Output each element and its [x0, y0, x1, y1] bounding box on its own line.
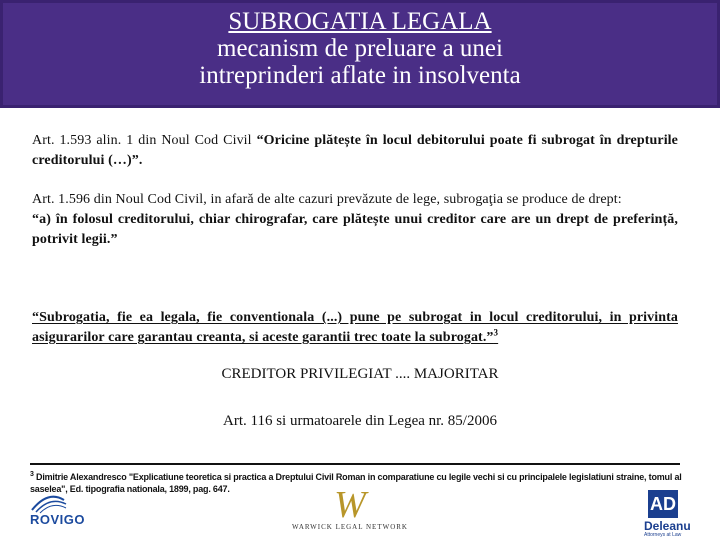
slide-subtitle-line2: intreprinderi aflate in insolventa: [199, 62, 521, 89]
paragraph2-quote: “a) în folosul creditorului, chiar chirografar, care plătește unui creditor care are un drept de preferință, potrivit legii.”: [32, 212, 678, 247]
footnote-ref: 3: [493, 327, 499, 338]
creditor-line: CREDITOR PRIVILEGIAT .... MAJORITAR: [221, 366, 499, 382]
paragraph2-normal: Art. 1.596 din Noul Cod Civil, in afară de alte cazuri prevăzute de lege, subrogaţia se produce de drept:: [32, 192, 622, 207]
paragraph1-normal: Art. 1.593 alin. 1 din Noul Cod Civil: [32, 133, 257, 148]
footnote-number: 3: [30, 471, 34, 478]
paragraph3-text: “Subrogatia, fie ea legala, fie conventionala (...) pune pe subrogat in locul creditorului, in privinta asigurarilor care garantau creanta, si aceste garantii trec toate la subrogat.”: [32, 310, 678, 345]
slide-subtitle-line1: mecanism de preluare a unei: [217, 35, 503, 62]
deleanu-wordmark: Deleanu: [644, 519, 691, 533]
paragraph-subrogation-quote: [32, 308, 678, 348]
warwick-w-icon: W: [334, 484, 366, 526]
warwick-logo: [285, 484, 415, 540]
paragraph1-quote: “Oricine plătește în locul debitorului poate fi subrogat în drepturile creditorului (…)”.: [32, 133, 678, 168]
deleanu-logo: [640, 490, 702, 538]
title-banner: [0, 0, 720, 108]
rovigo-wordmark: ROVIGO: [30, 512, 86, 527]
law-reference-line: Art. 116 si urmatoarele din Legea nr. 85/2006: [223, 413, 497, 429]
deleanu-ad-icon: AD: [648, 490, 678, 518]
paragraph-art-1596: [32, 190, 678, 250]
slide-title: SUBROGATIA LEGALA: [228, 8, 492, 35]
footnote-divider: [30, 463, 680, 465]
rovigo-arc-icon: [28, 490, 68, 514]
warwick-wordmark: WARWICK LEGAL NETWORK: [291, 523, 408, 531]
rovigo-logo: [28, 490, 108, 535]
footnote-text: Dimitrie Alexandresco "Explicatiune teoretica si practica a Dreptului Civil Roman in comparatiune cu legile vechi si cu principalele legislatiuni straine, tomul al saselea", Ed. tipografia nationala, 1899, pag. 647.: [30, 472, 682, 494]
deleanu-subtitle: Attorneys at Law: [644, 532, 682, 538]
paragraph-art-1593: [32, 131, 678, 171]
